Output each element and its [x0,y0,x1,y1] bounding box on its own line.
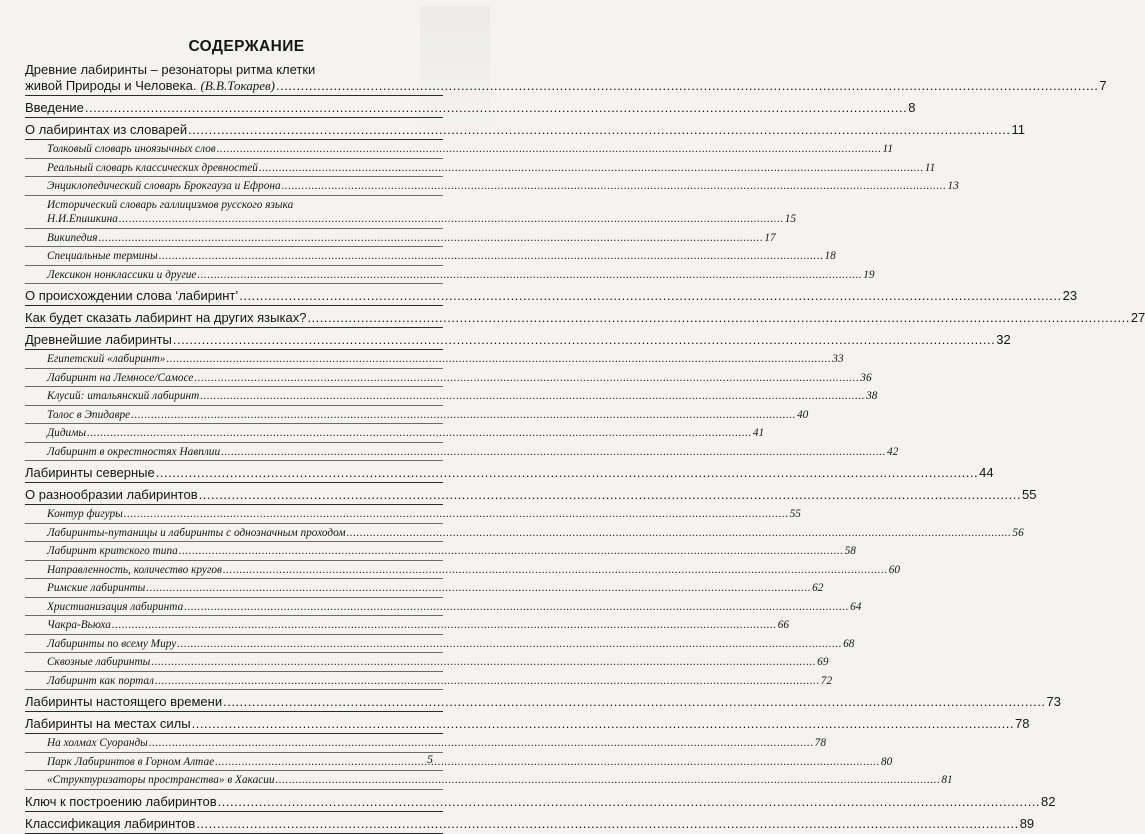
toc-entry-line [25,332,1011,348]
toc-entry-page: 55 [1022,487,1037,502]
dot-leader [124,507,789,522]
dot-leader [155,674,820,689]
toc-entry-line [47,352,844,367]
toc-entry-page: 7 [1099,78,1107,93]
toc-entry-line [47,212,797,227]
toc-section-entry [25,122,1025,140]
toc-entry-line [47,736,826,751]
dot-leader [218,794,1040,810]
toc-entry-page: 11 [1011,122,1025,137]
dot-leader [159,249,824,264]
toc-entry-line [47,445,899,460]
toc-subsection-entry [25,426,765,443]
toc-entry-page: 17 [764,231,776,244]
toc-entry-page: 32 [996,332,1011,347]
toc-entry-line [47,426,765,441]
toc-entry-line [47,408,809,423]
dot-leader [221,445,886,460]
toc-entry-page: 60 [888,563,901,576]
dot-leader [119,212,784,227]
toc-entry-page: 41 [752,427,765,439]
toc-entry-title: «Структуризаторы пространства» в Хакасии [47,774,275,786]
toc-entry-line [47,179,959,194]
toc-entry-title: Специальные термины [47,250,158,262]
toc-subsection-entry [25,563,901,580]
toc-subsection-entry [25,773,953,790]
dot-leader [196,816,1018,832]
toc-entry-title: Христианизация лабиринта [47,600,184,613]
dot-leader [217,142,882,157]
toc-entry-title: Древнейшие лабиринты [25,332,172,347]
toc-section-entry [25,694,1061,712]
dot-leader [156,465,978,481]
dot-leader [192,716,1014,732]
toc-entry-page: 33 [832,353,844,365]
toc-entry-title: На холмах Суоранды [47,737,148,749]
page-title: СОДЕРЖАНИЕ [188,38,305,55]
toc-subsection-entry [25,268,875,285]
toc-entry-title: Сквозные лабиринты [47,656,151,668]
toc-entry-title: Энциклопедический словарь Брокгауза и Ефрона [47,180,281,192]
dot-leader [146,581,811,596]
toc-subsection-entry [25,544,856,561]
toc-subsection-entry [25,526,1024,543]
toc-entry-title: Лабиринты на местах силы [25,716,191,731]
toc-entry-title: Лабиринты по всему Миру [47,637,177,650]
toc-entry-line [47,618,789,633]
toc-entry-title: Толковый словарь иноязычных слов [47,143,216,155]
toc-entry-title-line: Исторический словарь галлицизмов русского языка [47,198,294,211]
toc-section-entry [25,716,1030,734]
toc-subsection-entry [25,581,824,598]
toc-section-entry [25,793,1056,812]
toc-entry-page: 55 [789,508,801,520]
toc-section-entry [25,100,916,118]
toc-entry-line [25,465,994,481]
toc-subsection-entry [25,655,829,672]
toc-entry-title-line: Древние лабиринты – резонаторы ритма клетки [25,62,316,77]
dot-leader [223,694,1045,710]
toc-entry-line [25,487,1037,503]
toc-entry-line [25,78,1107,94]
toc-section-entry [25,465,994,483]
dot-leader [177,637,842,652]
toc-entry-line [25,122,1025,138]
dot-leader [215,755,880,770]
toc-entry-title: Лабиринт критского типа [47,545,178,557]
toc-entry-title: Введение [25,100,84,115]
toc-entry-title: О разнообразии лабиринтов [25,487,198,502]
toc-entry-title: Википедия [47,231,98,244]
toc-subsection-entry [25,389,878,406]
toc-entry-page: 82 [1041,793,1056,809]
toc-section-entry [25,310,1145,328]
dot-leader [98,231,763,246]
toc-subsection-entry [25,142,893,159]
dot-leader [194,371,859,386]
dot-leader [173,332,995,348]
toc-entry-line [47,142,893,157]
toc-subsection-entry [25,755,893,772]
dot-leader [188,122,1010,138]
dot-leader [131,408,796,423]
dot-leader [87,426,752,441]
toc-section-entry [25,487,1037,505]
toc-entry-title: Реальный словарь классических древностей [47,161,258,174]
toc-entry-title: Египетский «лабиринт» [47,353,166,365]
dot-leader [166,352,831,367]
toc-entry-page: 36 [860,371,872,384]
toc-entry-title: Толос в Эпидавре [47,408,131,421]
toc-entry-line [25,310,1145,326]
dot-leader [197,268,862,283]
toc-entry-line [47,526,1024,541]
toc-entry-page: 11 [924,161,936,174]
dot-leader [151,655,816,670]
toc-entry-title: Лабиринты настоящего времени [25,694,223,709]
toc-entry-line [47,581,824,596]
dot-leader [276,78,1098,94]
toc-entry-line [47,161,936,176]
toc-entry-line [47,371,872,386]
toc-subsection-entry [25,674,833,691]
toc-entry-page: 81 [941,774,953,786]
toc-entry-title: Ключ к построению лабиринтов [25,793,217,809]
toc-entry-line [47,249,836,264]
toc-subsection-entry [25,408,809,425]
toc-entry-title: Направленность, количество кругов [47,563,222,576]
dot-leader [184,600,849,615]
toc-entry-page: 73 [1046,694,1061,709]
dot-leader [276,773,941,788]
toc-entry-title: Лабиринты-путаницы и лабиринты с однозначным проходом [47,526,346,539]
toc-entry-line [25,815,1035,832]
toc-entry-line [47,655,829,670]
toc-entry-line [47,600,862,615]
dot-leader [223,563,888,578]
toc-entry-line [47,544,856,559]
toc-entry-page: 15 [784,213,797,225]
toc-entry-title: Чакра-Вьюха [47,619,111,631]
toc-entry-page: 89 [1019,815,1035,831]
toc-entry-line [25,288,1078,304]
toc-entry-page: 58 [844,545,856,557]
toc-entry-page: 78 [814,737,826,749]
toc-entry-line [25,694,1061,710]
toc-subsection-entry [25,445,899,462]
toc-subsection-entry [25,352,844,369]
toc-subsection-entry [25,618,789,635]
toc-subsection-entry [25,637,855,654]
dot-leader [179,544,844,559]
toc-entry-title: Классификация лабиринтов [25,815,196,831]
dot-leader [347,526,1012,541]
toc-entry-title: Парк Лабиринтов в Горном Алтае [47,755,215,768]
toc-entry-page: 68 [843,637,855,650]
toc-entry-page: 66 [777,619,789,631]
page-number: 5 [427,752,433,766]
toc-entry-title: Лабиринт на Лемносе/Самосе [47,371,194,384]
toc-entry-page: 19 [863,268,875,281]
toc-section-entry [25,815,1035,834]
toc-entry-page: 18 [824,250,836,262]
toc-entry-line [25,793,1056,810]
toc-subsection-entry [25,736,826,753]
toc-entry-line [47,674,833,689]
toc-entry-page: 80 [880,755,893,768]
toc-section-entry [25,62,1107,96]
toc-entry-title: живой Природы и Человека. [25,78,197,93]
toc-entry-page: 8 [908,100,916,115]
toc-subsection-entry [25,198,797,229]
toc-entry-title: О происхождении слова ‘лабиринт’ [25,288,239,303]
dot-leader [200,389,865,404]
toc-subsection-entry [25,249,836,266]
toc-entry-page: 78 [1014,716,1030,731]
toc-entry-line [47,389,878,404]
dot-leader [149,736,814,751]
toc-entry-page: 56 [1012,526,1024,539]
toc-entry-page: 11 [882,143,893,155]
dot-leader [282,179,947,194]
toc-section-entry [25,332,1011,350]
toc-entry-title: Н.И.Епишкина [47,213,118,225]
toc-entry-title: Лабиринты северные [25,465,155,480]
toc-entry-page: 62 [812,582,824,594]
toc-entry-title: Клусий: итальянский лабиринт [47,390,200,402]
toc-entry-title: Лабиринт в окрестностях Навплии [47,445,221,458]
toc-section-entry [25,288,1078,306]
dot-leader [112,618,777,633]
toc-entry-line [47,637,855,652]
toc-entry-line [47,563,901,578]
toc-entry-page: 38 [866,390,878,402]
toc-entry-title: Лексикон нонклассики и другие [47,268,197,281]
toc-entry-line [25,100,916,116]
toc-entry-page: 69 [817,656,829,668]
dot-leader [259,161,924,176]
toc-entry-line [47,773,953,788]
toc-subsection-entry [25,179,959,196]
toc-subsection-entry [25,231,776,248]
toc-entry-title: Римские лабиринты [47,582,146,594]
toc-entry-line [47,755,893,770]
toc-entry-title: О лабиринтах из словарей [25,122,188,137]
toc-entry-title: Контур фигуры [47,508,123,520]
toc-subsection-entry [25,161,936,178]
toc-entry-page: 40 [797,408,809,421]
toc-entry-page: 13 [947,180,959,192]
toc-entry-title: Лабиринт как портал [47,674,154,687]
toc-subsection-entry [25,371,872,388]
dot-leader [307,310,1129,326]
table-of-contents [25,62,1145,834]
dot-leader [199,487,1021,503]
toc-subsection-entry [25,600,862,617]
toc-entry-page: 44 [979,465,994,480]
toc-entry-title: Дидимы [47,427,87,439]
toc-entry-page: 42 [886,445,899,458]
toc-entry-line [47,268,875,283]
toc-entry-page: 23 [1062,288,1078,303]
toc-entry-page: 27 [1130,310,1145,325]
toc-entry-line [25,716,1030,732]
toc-entry-page: 64 [850,600,862,613]
toc-entry-line [47,231,776,246]
toc-subsection-entry [25,507,801,524]
toc-entry-page: 72 [820,674,833,687]
dot-leader [85,100,907,116]
toc-entry-author: (В.В.Токарев) [200,78,275,93]
toc-entry-line [47,507,801,522]
dot-leader [239,288,1061,304]
toc-entry-title: Как будет сказать лабиринт на других языках? [25,310,307,325]
